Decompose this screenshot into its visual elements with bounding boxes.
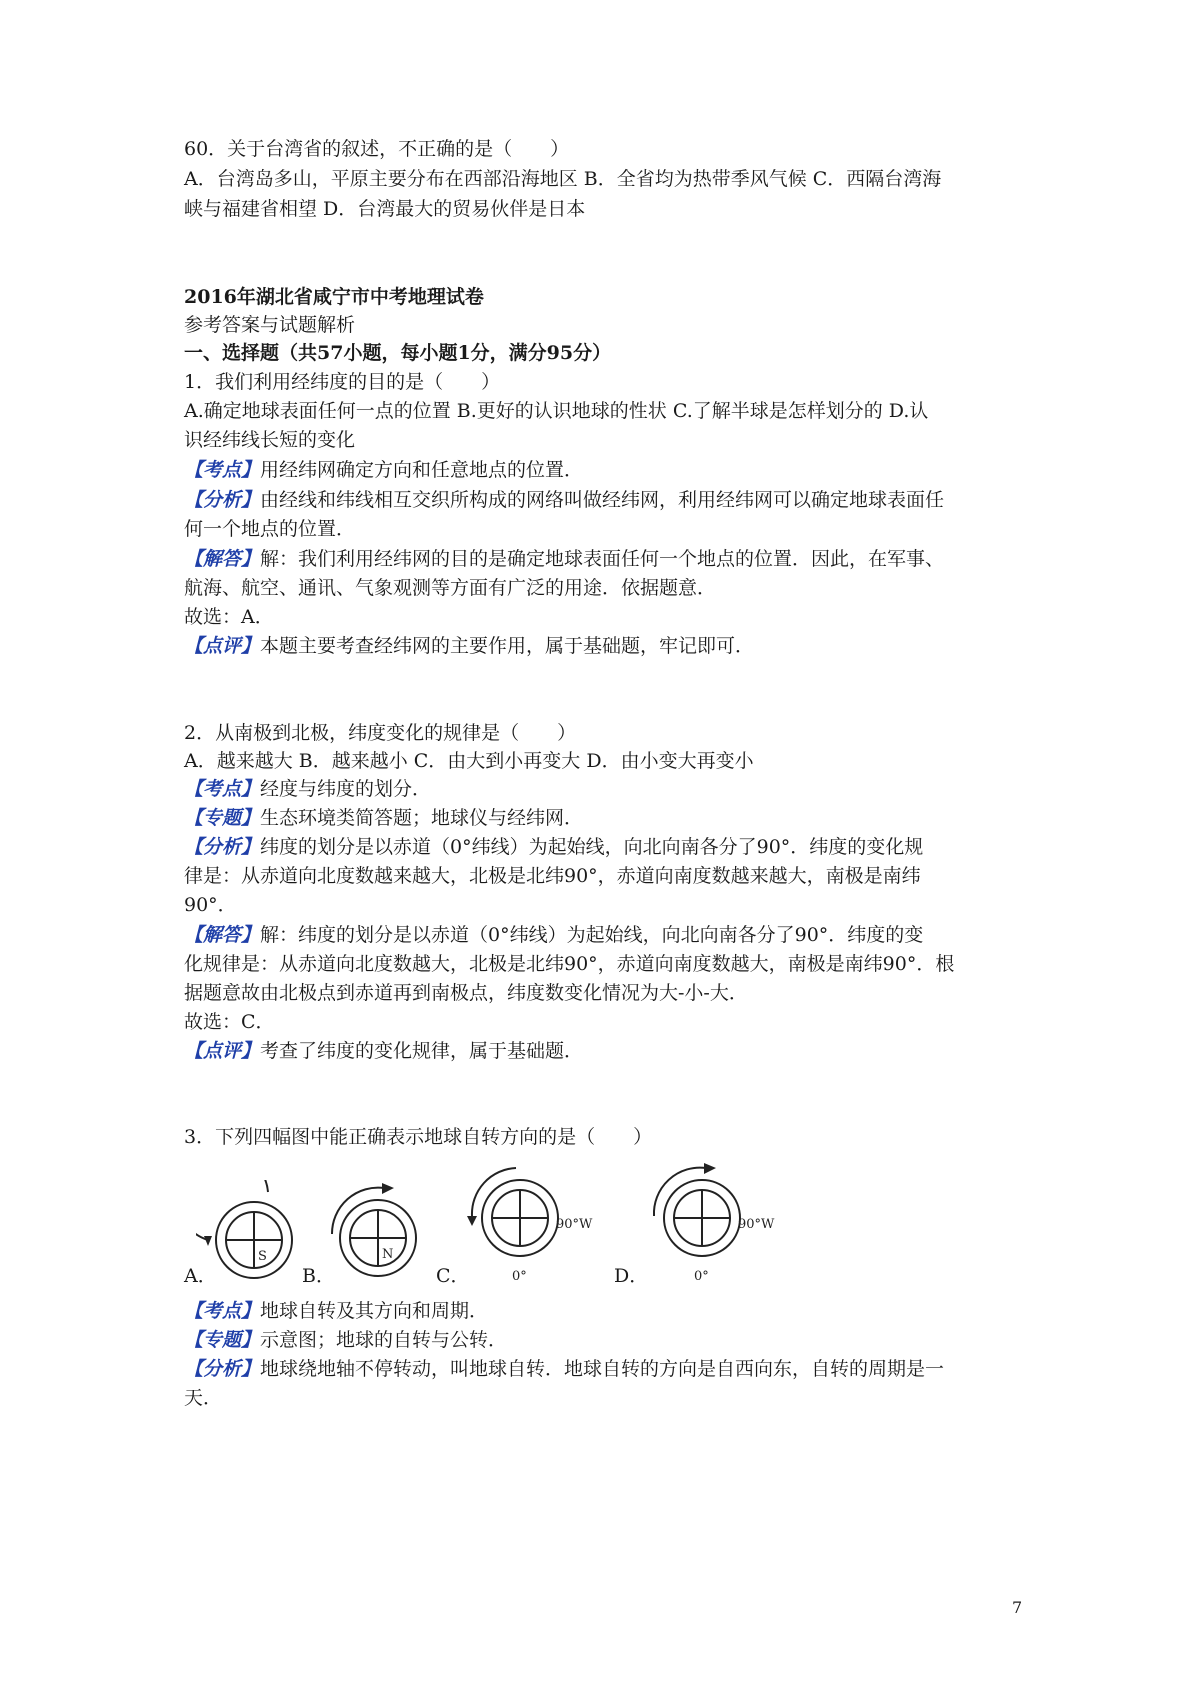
q2-fenxi-text: 纬度的划分是以赤道（0°纬线）为起始线，向北向南各分了90°．纬度的变化规 bbox=[260, 836, 924, 858]
q1-options-line1: A.确定地球表面任何一点的位置 B.更好的认识地球的性状 C.了解半球是怎样划分的 D.认 bbox=[184, 400, 929, 422]
q2-jieda-text: 解：纬度的划分是以赤道（0°纬线）为起始线，向北向南各分了90°．纬度的变 bbox=[260, 924, 924, 946]
q3-figure-a bbox=[196, 1180, 306, 1286]
part-heading: 一、选择题（共57小题，每小题1分，满分95分） bbox=[184, 342, 612, 364]
q1-dianping-text: 本题主要考查经纬网的主要作用，属于基础题，牢记即可． bbox=[260, 635, 755, 657]
fenxi-label: 【分析】 bbox=[184, 489, 261, 511]
q3-figure-d bbox=[640, 1160, 800, 1286]
q2-answer: 故选：C． bbox=[184, 1011, 275, 1033]
q2-zhuanti-text: 生态环境类简答题；地球仪与经纬网． bbox=[260, 807, 584, 829]
q1-jieda-text: 解：我们利用经纬网的目的是确定地球表面任何一个地点的位置．因此，在军事、 bbox=[260, 548, 945, 570]
q3-fenxi-text: 地球绕地轴不停转动，叫地球自转．地球自转的方向是自西向东，自转的周期是一 bbox=[260, 1358, 945, 1380]
kaodian-label: 【考点】 bbox=[184, 778, 261, 800]
q3-kaodian bbox=[184, 1298, 488, 1324]
q3-figure-d-bottom: 0° bbox=[694, 1269, 709, 1284]
q1-fenxi-text: 由经线和纬线相互交织所构成的网络叫做经纬网，利用经纬网可以确定地球表面任 bbox=[260, 489, 945, 511]
jieda-label: 【解答】 bbox=[184, 924, 261, 946]
q1-kaodian bbox=[184, 457, 583, 483]
q2-jieda bbox=[184, 922, 923, 948]
q3-kaodian-text: 地球自转及其方向和周期． bbox=[260, 1300, 489, 1322]
q3-option-c-label: C． bbox=[436, 1265, 470, 1287]
q3-fenxi bbox=[184, 1356, 944, 1382]
q3-option-d-label: D． bbox=[614, 1265, 649, 1287]
q3-zhuanti-text: 示意图；地球的自转与公转． bbox=[260, 1329, 508, 1351]
q3-figure-d-meridian: 90°W bbox=[738, 1217, 775, 1232]
q1-jieda bbox=[184, 546, 944, 572]
q3-figure-c bbox=[458, 1162, 608, 1286]
q2-stem: 2．从南极到北极，纬度变化的规律是（ ） bbox=[184, 722, 577, 744]
q3-figure-b-pole: N bbox=[382, 1247, 394, 1262]
page-number: 7 bbox=[1012, 1598, 1023, 1617]
fenxi-label: 【分析】 bbox=[184, 836, 261, 858]
q2-options: A．越来越大 B．越来越小 C．由大到小再变大 D．由小变大再变小 bbox=[184, 750, 754, 772]
q2-kaodian-text: 经度与纬度的划分． bbox=[260, 778, 432, 800]
kaodian-label: 【考点】 bbox=[184, 459, 261, 481]
q60-options-line2: 峡与福建省相望 D．台湾最大的贸易伙伴是日本 bbox=[184, 198, 586, 220]
q1-jieda-line2: 航海、航空、通讯、气象观测等方面有广泛的用途．依据题意． bbox=[184, 577, 717, 599]
answer-section-title: 2016年湖北省咸宁市中考地理试卷 bbox=[184, 286, 484, 308]
q3-figure-c-meridian: 90°W bbox=[556, 1217, 593, 1232]
q3-stem: 3．下列四幅图中能正确表示地球自转方向的是（ ） bbox=[184, 1126, 653, 1148]
zhuanti-label: 【专题】 bbox=[184, 1329, 261, 1351]
q3-figure-c-bottom: 0° bbox=[512, 1269, 527, 1284]
q1-kaodian-text: 用经纬网确定方向和任意地点的位置． bbox=[260, 459, 584, 481]
q3-figure-b bbox=[324, 1176, 428, 1284]
q2-dianping bbox=[184, 1038, 583, 1064]
q2-fenxi-line3: 90°． bbox=[184, 894, 237, 916]
kaodian-label: 【考点】 bbox=[184, 1300, 261, 1322]
q3-option-b-label: B． bbox=[302, 1265, 335, 1287]
q3-figure-a-pole: S bbox=[258, 1249, 267, 1264]
q2-dianping-text: 考查了纬度的变化规律，属于基础题． bbox=[260, 1040, 584, 1062]
jieda-label: 【解答】 bbox=[184, 548, 261, 570]
q1-fenxi-line2: 何一个地点的位置． bbox=[184, 518, 356, 540]
q1-stem: 1．我们利用经纬度的目的是（ ） bbox=[184, 371, 501, 393]
q60-options-line1: A．台湾岛多山，平原主要分布在西部沿海地区 B．全省均为热带季风气候 C．西隔台湾海 bbox=[184, 168, 942, 190]
dianping-label: 【点评】 bbox=[184, 635, 261, 657]
q1-dianping bbox=[184, 633, 754, 659]
dianping-label: 【点评】 bbox=[184, 1040, 261, 1062]
q2-jieda-line2: 化规律是：从赤道向北度数越大，北极是北纬90°，赤道向南度数越大，南极是南纬90°．根 bbox=[184, 953, 955, 975]
answer-section-subtitle: 参考答案与试题解析 bbox=[184, 314, 356, 336]
q1-options-line2: 识经纬线长短的变化 bbox=[184, 429, 356, 451]
q2-kaodian bbox=[184, 776, 431, 802]
q1-answer: 故选：A． bbox=[184, 606, 274, 628]
q2-zhuanti bbox=[184, 805, 583, 831]
q1-fenxi bbox=[184, 487, 944, 513]
q3-option-a-label: A． bbox=[184, 1265, 217, 1287]
q2-fenxi bbox=[184, 834, 923, 860]
q2-fenxi-line2: 律是：从赤道向北度数越来越大，北极是北纬90°，赤道向南度数越来越大，南极是南纬 bbox=[184, 865, 921, 887]
q3-fenxi-line2: 天． bbox=[184, 1387, 223, 1409]
q3-zhuanti bbox=[184, 1327, 507, 1353]
q2-jieda-line3: 据题意故由北极点到赤道再到南极点，纬度数变化情况为大-小-大． bbox=[184, 982, 748, 1004]
q60-stem: 60．关于台湾省的叙述，不正确的是（ ） bbox=[184, 138, 570, 160]
zhuanti-label: 【专题】 bbox=[184, 807, 261, 829]
fenxi-label: 【分析】 bbox=[184, 1358, 261, 1380]
